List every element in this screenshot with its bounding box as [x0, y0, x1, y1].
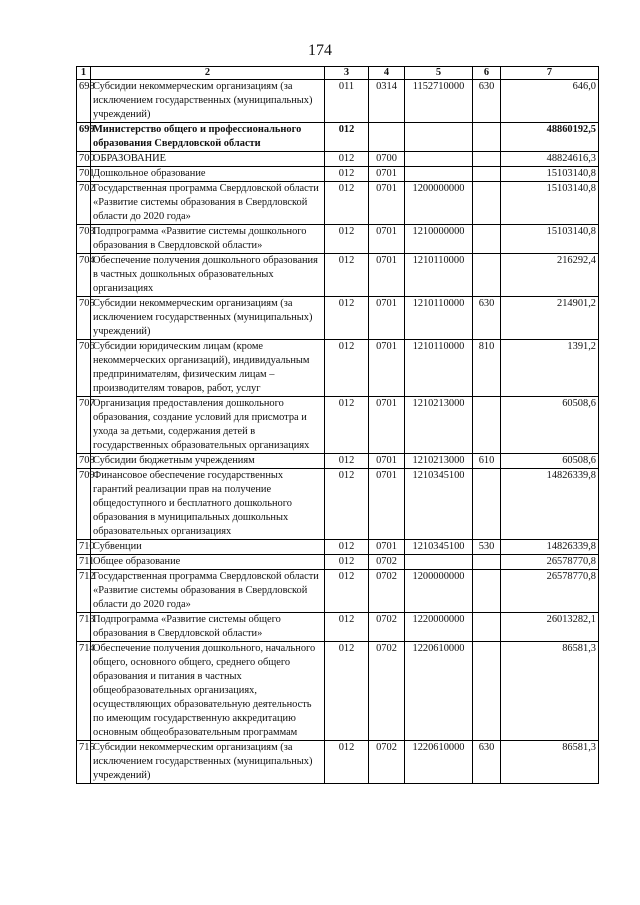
row-number-cell: 710 [77, 540, 91, 555]
row-number-cell: 699 [77, 123, 91, 152]
header-col-5: 5 [405, 67, 473, 80]
row-target-code-cell: 1200000000 [405, 570, 473, 613]
row-number-cell: 700 [77, 152, 91, 167]
table-row [77, 167, 599, 182]
row-number-cell: 708 [77, 454, 91, 469]
row-target-code-cell [405, 555, 473, 570]
table-row [77, 152, 599, 167]
table-row [77, 182, 599, 225]
row-name-cell: Субвенции [91, 540, 325, 555]
row-sum-cell: 15103140,8 [501, 182, 599, 225]
row-section-code-cell: 0701 [369, 225, 405, 254]
row-section-code-cell [369, 123, 405, 152]
row-target-code-cell [405, 152, 473, 167]
row-target-code-cell: 1210110000 [405, 254, 473, 297]
row-name-cell: Общее образование [91, 555, 325, 570]
row-sum-cell: 26013282,1 [501, 613, 599, 642]
row-number-cell: 703 [77, 225, 91, 254]
row-expense-type-cell: 530 [473, 540, 501, 555]
row-expense-type-cell: 810 [473, 340, 501, 397]
row-section-code-cell: 0702 [369, 555, 405, 570]
row-number-cell: 715 [77, 741, 91, 784]
row-target-code-cell: 1220610000 [405, 642, 473, 741]
row-expense-type-cell: 630 [473, 741, 501, 784]
row-admin-code-cell: 012 [325, 397, 369, 454]
row-sum-cell: 26578770,8 [501, 555, 599, 570]
table-row [77, 555, 599, 570]
row-sum-cell: 14826339,8 [501, 469, 599, 540]
row-admin-code-cell: 012 [325, 741, 369, 784]
table-row [77, 741, 599, 784]
table-row [77, 254, 599, 297]
header-col-7: 7 [501, 67, 599, 80]
row-sum-cell: 646,0 [501, 80, 599, 123]
table-row [77, 469, 599, 540]
row-name-cell: ОБРАЗОВАНИЕ [91, 152, 325, 167]
header-row [77, 67, 599, 80]
row-expense-type-cell [473, 397, 501, 454]
row-section-code-cell: 0701 [369, 469, 405, 540]
row-expense-type-cell [473, 225, 501, 254]
row-sum-cell: 48824616,3 [501, 152, 599, 167]
row-section-code-cell: 0702 [369, 570, 405, 613]
table-row [77, 80, 599, 123]
row-admin-code-cell: 012 [325, 613, 369, 642]
page-number: 174 [308, 42, 332, 59]
row-number-cell: 698 [77, 80, 91, 123]
row-admin-code-cell: 012 [325, 454, 369, 469]
row-sum-cell: 15103140,8 [501, 167, 599, 182]
row-name-cell: Субсидии бюджетным учреждениям [91, 454, 325, 469]
row-admin-code-cell: 012 [325, 340, 369, 397]
row-target-code-cell: 1210213000 [405, 454, 473, 469]
row-sum-cell: 86581,3 [501, 741, 599, 784]
row-target-code-cell: 1210345100 [405, 469, 473, 540]
row-expense-type-cell: 630 [473, 297, 501, 340]
row-section-code-cell: 0701 [369, 167, 405, 182]
row-number-cell: 709 [77, 469, 91, 540]
row-target-code-cell [405, 123, 473, 152]
row-admin-code-cell: 012 [325, 642, 369, 741]
row-expense-type-cell [473, 152, 501, 167]
table-row [77, 540, 599, 555]
row-sum-cell: 214901,2 [501, 297, 599, 340]
table-row [77, 225, 599, 254]
row-number-cell: 712 [77, 570, 91, 613]
row-admin-code-cell: 012 [325, 254, 369, 297]
row-expense-type-cell [473, 182, 501, 225]
row-expense-type-cell: 630 [473, 80, 501, 123]
table-row [77, 340, 599, 397]
row-target-code-cell: 1200000000 [405, 182, 473, 225]
row-target-code-cell: 1210345100 [405, 540, 473, 555]
row-number-cell: 707 [77, 397, 91, 454]
row-number-cell: 713 [77, 613, 91, 642]
row-admin-code-cell: 012 [325, 152, 369, 167]
row-expense-type-cell: 610 [473, 454, 501, 469]
row-target-code-cell: 1210110000 [405, 340, 473, 397]
row-section-code-cell: 0702 [369, 642, 405, 741]
row-name-cell: Субсидии юридическим лицам (кроме некоммерческих организаций), индивидуальным предпринимателям, физическим лицам – производителям товаров, работ, услуг [91, 340, 325, 397]
row-admin-code-cell: 012 [325, 570, 369, 613]
row-number-cell: 711 [77, 555, 91, 570]
row-sum-cell: 1391,2 [501, 340, 599, 397]
row-target-code-cell: 1152710000 [405, 80, 473, 123]
header-col-6: 6 [473, 67, 501, 80]
table-row [77, 613, 599, 642]
row-sum-cell: 86581,3 [501, 642, 599, 741]
row-section-code-cell: 0701 [369, 297, 405, 340]
row-admin-code-cell: 012 [325, 469, 369, 540]
row-sum-cell: 26578770,8 [501, 570, 599, 613]
row-name-cell: Субсидии некоммерческим организациям (за исключением государственных (муниципальных) учреждений) [91, 80, 325, 123]
row-name-cell: Подпрограмма «Развитие системы дошкольного образования в Свердловской области» [91, 225, 325, 254]
row-section-code-cell: 0701 [369, 397, 405, 454]
header-col-3: 3 [325, 67, 369, 80]
row-sum-cell: 14826339,8 [501, 540, 599, 555]
row-admin-code-cell: 012 [325, 123, 369, 152]
row-section-code-cell: 0701 [369, 454, 405, 469]
row-expense-type-cell [473, 613, 501, 642]
table-row [77, 297, 599, 340]
row-admin-code-cell: 012 [325, 182, 369, 225]
row-number-cell: 705 [77, 297, 91, 340]
header-col-1: 1 [77, 67, 91, 80]
row-target-code-cell: 1210110000 [405, 297, 473, 340]
row-name-cell: Государственная программа Свердловской области «Развитие системы образования в Свердловской области до 2020 года» [91, 182, 325, 225]
table-row [77, 397, 599, 454]
row-target-code-cell: 1210000000 [405, 225, 473, 254]
row-section-code-cell: 0701 [369, 540, 405, 555]
table-row [77, 570, 599, 613]
row-target-code-cell [405, 167, 473, 182]
row-sum-cell: 216292,4 [501, 254, 599, 297]
row-section-code-cell: 0701 [369, 340, 405, 397]
row-section-code-cell: 0314 [369, 80, 405, 123]
row-name-cell: Организация предоставления дошкольного образования, создание условий для присмотра и ухода за детьми, содержания детей в государственных образовательных организациях [91, 397, 325, 454]
row-name-cell: Обеспечение получения дошкольного, начального общего, основного общего, среднего общего образования и питания в частных общеобразовательных организациях, осуществляющих образовательную деятельность по имеющим государственную аккредитацию основным общеобразовательным программам [91, 642, 325, 741]
header-col-4: 4 [369, 67, 405, 80]
row-target-code-cell: 1210213000 [405, 397, 473, 454]
row-admin-code-cell: 011 [325, 80, 369, 123]
row-name-cell: Министерство общего и профессионального образования Свердловской области [91, 123, 325, 152]
row-target-code-cell: 1220610000 [405, 741, 473, 784]
table-row [77, 642, 599, 741]
row-expense-type-cell [473, 123, 501, 152]
budget-table [76, 66, 599, 784]
row-sum-cell: 15103140,8 [501, 225, 599, 254]
table-row [77, 454, 599, 469]
header-col-2: 2 [91, 67, 325, 80]
row-name-cell: Субсидии некоммерческим организациям (за исключением государственных (муниципальных) учреждений) [91, 297, 325, 340]
row-section-code-cell: 0701 [369, 254, 405, 297]
row-sum-cell: 60508,6 [501, 397, 599, 454]
row-expense-type-cell [473, 570, 501, 613]
row-section-code-cell: 0701 [369, 182, 405, 225]
table-row [77, 123, 599, 152]
row-name-cell: Дошкольное образование [91, 167, 325, 182]
row-number-cell: 701 [77, 167, 91, 182]
row-name-cell: Субсидии некоммерческим организациям (за исключением государственных (муниципальных) учреждений) [91, 741, 325, 784]
row-admin-code-cell: 012 [325, 225, 369, 254]
row-section-code-cell: 0700 [369, 152, 405, 167]
row-sum-cell: 60508,6 [501, 454, 599, 469]
row-number-cell: 714 [77, 642, 91, 741]
row-number-cell: 702 [77, 182, 91, 225]
row-target-code-cell: 1220000000 [405, 613, 473, 642]
row-number-cell: 706 [77, 340, 91, 397]
row-expense-type-cell [473, 469, 501, 540]
row-name-cell: Государственная программа Свердловской области «Развитие системы образования в Свердловской области до 2020 года» [91, 570, 325, 613]
row-section-code-cell: 0702 [369, 741, 405, 784]
row-expense-type-cell [473, 254, 501, 297]
row-admin-code-cell: 012 [325, 555, 369, 570]
row-admin-code-cell: 012 [325, 167, 369, 182]
row-admin-code-cell: 012 [325, 297, 369, 340]
row-expense-type-cell [473, 555, 501, 570]
row-section-code-cell: 0702 [369, 613, 405, 642]
row-expense-type-cell [473, 642, 501, 741]
row-admin-code-cell: 012 [325, 540, 369, 555]
row-number-cell: 704 [77, 254, 91, 297]
row-expense-type-cell [473, 167, 501, 182]
row-sum-cell: 48860192,5 [501, 123, 599, 152]
row-name-cell: Финансовое обеспечение государственных гарантий реализации прав на получение общедоступного и бесплатного дошкольного образования в муниципальных дошкольных образовательных организациях [91, 469, 325, 540]
row-name-cell: Обеспечение получения дошкольного образования в частных дошкольных образовательных организациях [91, 254, 325, 297]
row-name-cell: Подпрограмма «Развитие системы общего образования в Свердловской области» [91, 613, 325, 642]
